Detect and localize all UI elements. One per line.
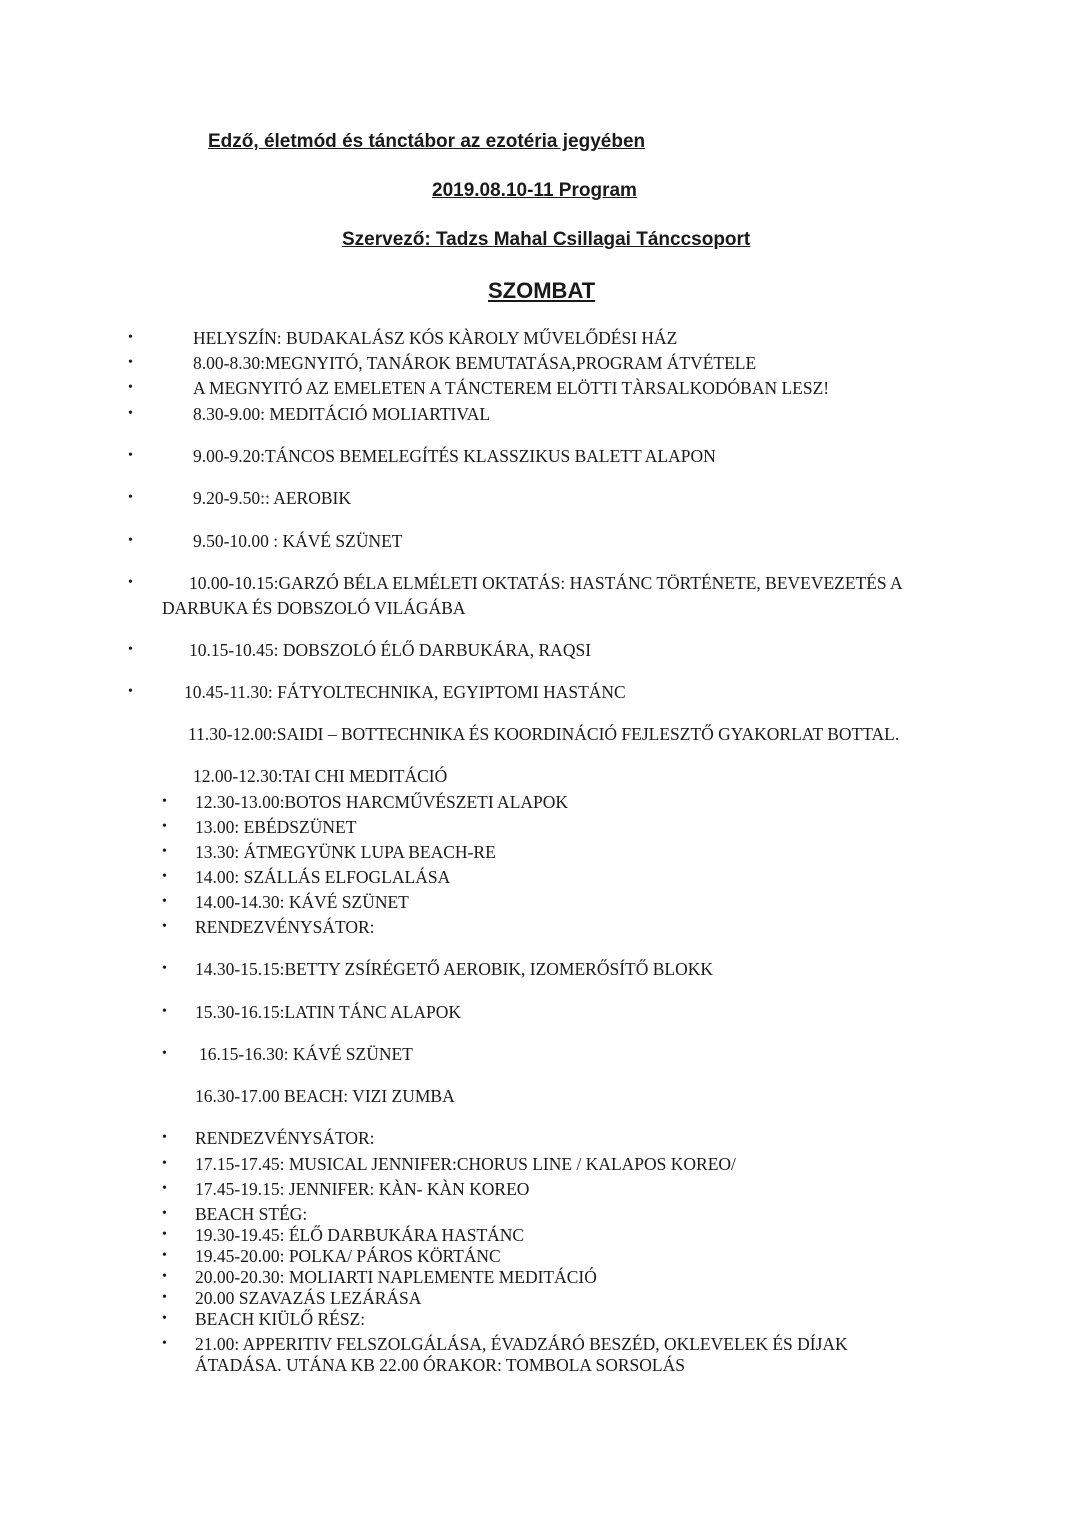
bullet-icon: • — [162, 1290, 167, 1305]
program-item-text: 12.00-12.30:TAI CHI MEDITÁCIÓ — [193, 766, 448, 786]
program-item-text: 8.30-9.00: MEDITÁCIÓ MOLIARTIVAL — [193, 404, 491, 424]
program-item-text: 9.20-9.50:: AEROBIK — [193, 488, 351, 508]
bullet-icon: • — [162, 869, 167, 884]
bullet-icon: • — [162, 1130, 167, 1145]
program-item-continuation: ÁTADÁSA. UTÁNA KB 22.00 ÓRAKOR: TOMBOLA SORSOLÁS — [195, 1355, 685, 1375]
program-item-text: 13.30: ÁTMEGYÜNK LUPA BEACH-RE — [195, 842, 496, 862]
program-item-text: 11.30-12.00:SAIDI – BOTTECHNIKA ÉS KOORDINÁCIÓ FEJLESZTŐ GYAKORLAT BOTTAL. — [188, 724, 900, 744]
bullet-icon: • — [162, 894, 167, 909]
organizer-heading: Szervező: Tadzs Mahal Csillagai Tánccsoport — [342, 229, 751, 250]
bullet-icon: • — [162, 1269, 167, 1284]
program-item-text: 16.30-17.00 BEACH: VIZI ZUMBA — [195, 1086, 455, 1106]
bullet-icon: • — [128, 490, 133, 505]
bullet-icon: • — [128, 406, 133, 421]
program-item-text: 16.15-16.30: KÁVÉ SZÜNET — [199, 1044, 413, 1064]
program-item-text: 21.00: APPERITIV FELSZOLGÁLÁSA, ÉVADZÁRÓ BESZÉD, OKLEVELEK ÉS DÍJAK — [195, 1334, 848, 1354]
bullet-icon: • — [128, 330, 133, 345]
bullet-icon: • — [128, 684, 133, 699]
bullet-icon: • — [128, 380, 133, 395]
program-item-text: 14.00: SZÁLLÁS ELFOGLALÁSA — [195, 867, 451, 887]
program-item-text: 10.15-10.45: DOBSZOLÓ ÉLŐ DARBUKÁRA, RAQSI — [189, 640, 592, 660]
program-item-text: A MEGNYITÓ AZ EMELETEN A TÁNCTEREM ELÖTTI TÀRSALKODÓBAN LESZ! — [193, 378, 830, 398]
bullet-icon: • — [128, 533, 133, 548]
bullet-icon: • — [162, 1004, 167, 1019]
document-title: Edző, életmód és tánctábor az ezotéria jegyében — [208, 131, 646, 152]
program-item-text: 14.30-15.15:BETTY ZSÍRÉGETŐ AEROBIK, IZOMERŐSÍTŐ BLOKK — [195, 959, 714, 979]
program-item-text: 14.00-14.30: KÁVÉ SZÜNET — [195, 892, 409, 912]
program-item-text: BEACH KIÜLŐ RÉSZ: — [195, 1309, 366, 1329]
program-item-text: RENDEZVÉNYSÁTOR: — [195, 1128, 375, 1148]
bullet-icon: • — [128, 575, 133, 590]
bullet-icon: • — [128, 355, 133, 370]
bullet-icon: • — [162, 1156, 167, 1171]
program-item-continuation: DARBUKA ÉS DOBSZOLÓ VILÁGÁBA — [162, 598, 466, 618]
program-item-text: 17.15-17.45: MUSICAL JENNIFER:CHORUS LINE / KALAPOS KOREO/ — [195, 1154, 736, 1174]
bullet-icon: • — [162, 919, 167, 934]
program-item-text: 13.00: EBÉDSZÜNET — [195, 817, 357, 837]
program-item-text: 9.00-9.20:TÁNCOS BEMELEGÍTÉS KLASSZIKUS BALETT ALAPON — [193, 446, 716, 466]
bullet-icon: • — [162, 794, 167, 809]
program-item-text: 15.30-16.15:LATIN TÁNC ALAPOK — [195, 1002, 462, 1022]
bullet-icon: • — [162, 844, 167, 859]
program-item-text: BEACH STÉG: — [195, 1204, 308, 1224]
bullet-icon: • — [162, 961, 167, 976]
bullet-icon: • — [162, 1181, 167, 1196]
bullet-icon: • — [162, 1311, 167, 1326]
day-heading: SZOMBAT — [488, 278, 596, 303]
date-heading: 2019.08.10-11 Program — [432, 180, 637, 201]
program-item-text: 10.00-10.15:GARZÓ BÉLA ELMÉLETI OKTATÁS: HASTÁNC TÖRTÉNETE, BEVEVEZETÉS A — [189, 573, 903, 593]
program-item-text: RENDEZVÉNYSÁTOR: — [195, 917, 375, 937]
bullet-icon: • — [162, 1336, 167, 1351]
program-item-text: 20.00 SZAVAZÁS LEZÁRÁSA — [195, 1288, 422, 1308]
program-item-text: 9.50-10.00 : KÁVÉ SZÜNET — [193, 531, 403, 551]
bullet-icon: • — [162, 819, 167, 834]
program-item-text: 20.00-20.30: MOLIARTI NAPLEMENTE MEDITÁCIÓ — [195, 1267, 597, 1287]
bullet-icon: • — [128, 642, 133, 657]
bullet-icon: • — [128, 448, 133, 463]
program-item-text: 19.45-20.00: POLKA/ PÁROS KÖRTÁNC — [195, 1246, 501, 1266]
bullet-icon: • — [162, 1206, 167, 1221]
program-item-text: 12.30-13.00:BOTOS HARCMŰVÉSZETI ALAPOK — [195, 792, 569, 812]
bullet-icon: • — [162, 1248, 167, 1263]
program-item-text: 10.45-11.30: FÁTYOLTECHNIKA, EGYIPTOMI HASTÁNC — [184, 682, 626, 702]
program-item-text: 8.00-8.30:MEGNYITÓ, TANÁROK BEMUTATÁSA,PROGRAM ÁTVÉTELE — [193, 353, 757, 373]
program-item-text: HELYSZÍN: BUDAKALÁSZ KÓS KÀROLY MŰVELŐDÉSI HÁZ — [193, 328, 678, 348]
bullet-icon: • — [162, 1046, 167, 1061]
program-item-text: 19.30-19.45: ÉLŐ DARBUKÁRA HASTÁNC — [195, 1225, 525, 1245]
bullet-icon: • — [162, 1227, 167, 1242]
program-item-text: 17.45-19.15: JENNIFER: KÀN- KÀN KOREO — [195, 1179, 530, 1199]
